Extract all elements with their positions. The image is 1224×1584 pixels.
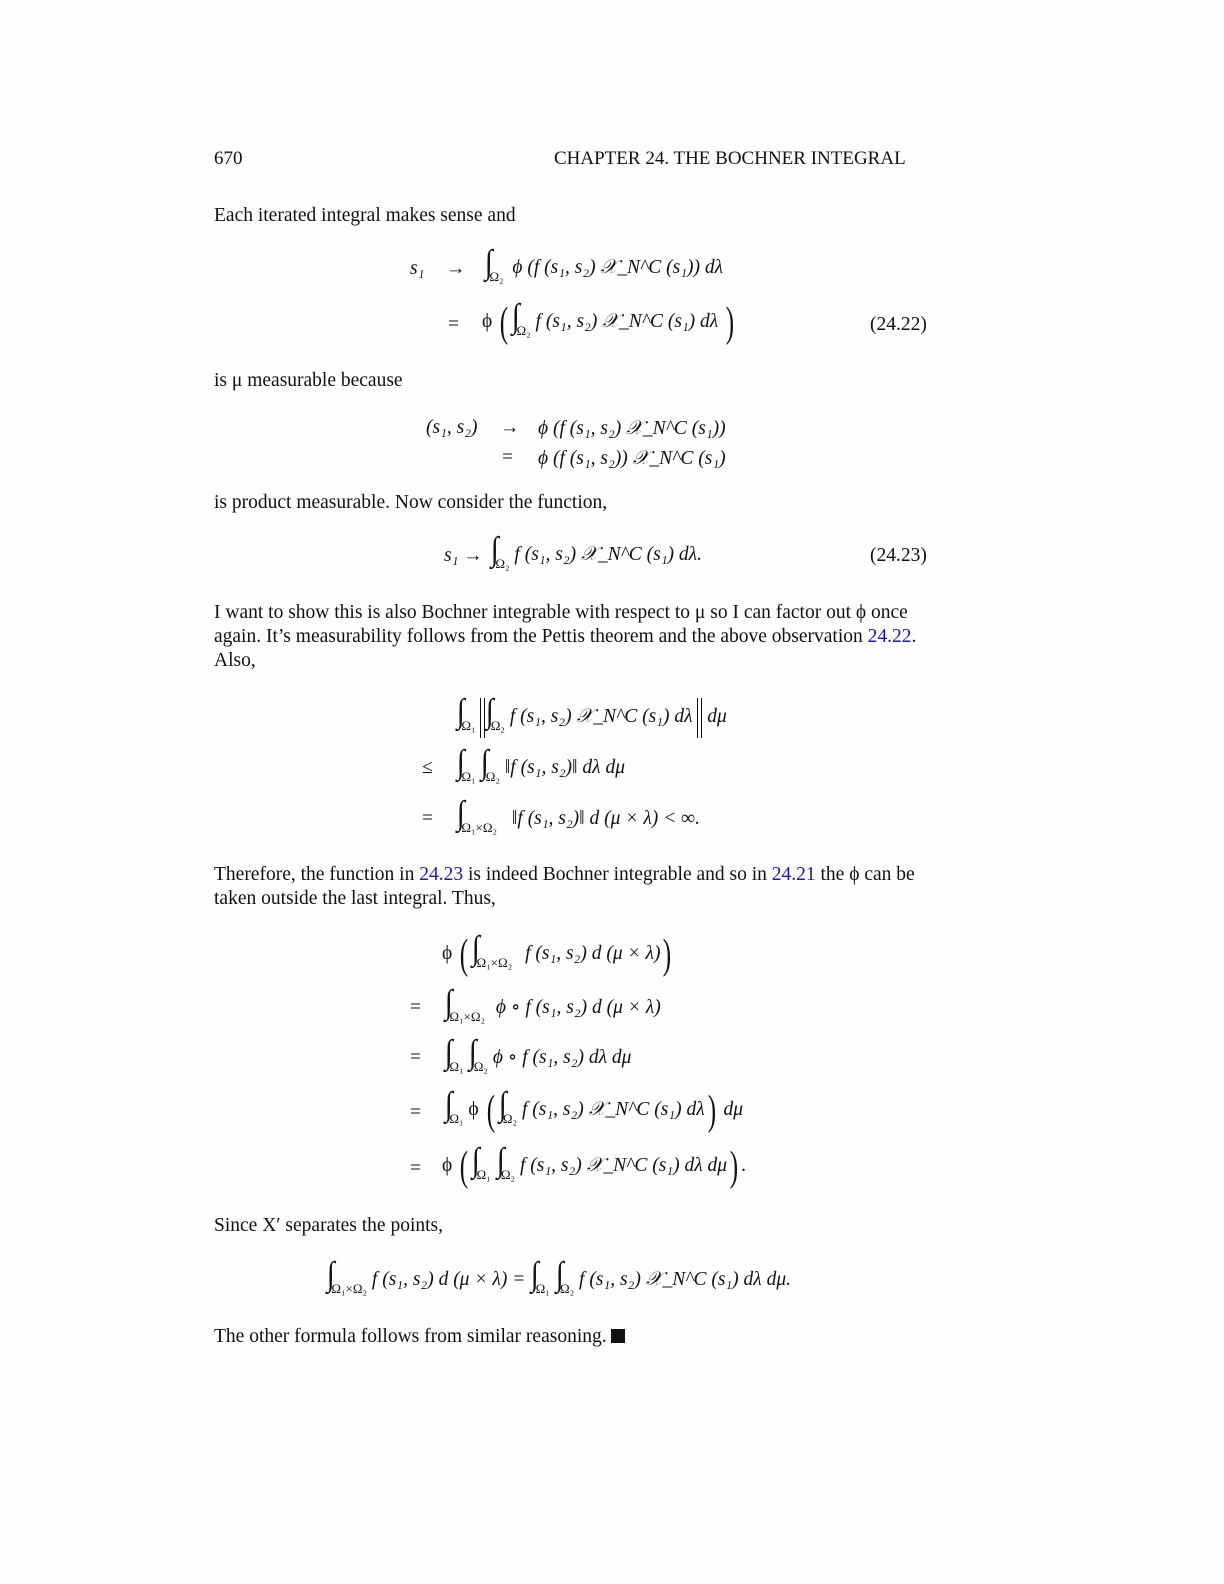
equation-row [482,298,737,346]
equation-expression: f (s₁, s₂) 𝒳_N^C (s₁) dλ dμ. [579,1269,792,1290]
equation-expression: dμ [707,706,727,727]
integral-sign: ∫ [456,744,465,781]
equation-expression: f (s₁, s₂) 𝒳_N^C (s₁) dλ [535,311,719,332]
paragraph: Each iterated integral makes sense and [214,205,516,226]
equation-expression: ϕ ∘ f (s₁, s₂) d (μ × λ) [495,997,661,1018]
equation-number: (24.23) [870,545,927,566]
integral-domain: Ω₂ [473,1059,488,1074]
left-paren: ( [459,931,469,978]
eq-relation: = [410,1047,421,1068]
equation-expression: f (s₁, s₂) 𝒳_N^C (s₁) dλ [509,706,693,727]
norm-bar [697,698,702,738]
page-number: 670 [214,148,243,169]
phi-symbol: ϕ [442,1155,453,1176]
equation-expression: ϕ ∘ f (s₁, s₂) dλ dμ [492,1047,632,1068]
equation-expression: f (s₁, s₂) d (μ × λ) [525,943,661,964]
right-paren: ) [707,1087,716,1134]
phi-symbol: ϕ [482,311,493,332]
eq-lhs: (s₁, s₂) [426,417,478,438]
paragraph-line: I want to show this is also Bochner integrable with respect to μ so I can factor out ϕ once [214,602,908,623]
integral-sign: ∫ [456,693,465,730]
integral-domain: Ω₂ [490,718,505,733]
eq-relation: = [410,997,421,1018]
integral-sign: ∫ [486,693,495,730]
equation-expression: ϕ (f (s₁, s₂) 𝒳_N^C (s₁)) [538,418,726,439]
equation-row [484,244,724,284]
text: . [911,626,917,647]
paragraph-line: taken outside the last integral. Thus, [214,888,496,909]
text: The other formula follows from similar reasoning. [214,1326,607,1347]
equation-row [444,1034,632,1074]
integral-domain: Ω₁×Ω₂ [461,820,498,835]
integral-sign: ∫ [498,1086,507,1123]
integral-domain: Ω₂ [502,1111,518,1126]
right-paren: ) [729,1143,739,1190]
text: again. It’s measurability follows from the Pettis theorem and the above observation [214,626,868,647]
equation-row [456,695,727,738]
paragraph: is product measurable. Now consider the function, [214,492,608,513]
equation-expression: ϕ (f (s₁, s₂)) 𝒳_N^C (s₁) [538,448,726,469]
integral-domain: Ω₂ [559,1281,575,1296]
eq-relation: = [410,1102,421,1123]
equation-row [456,795,700,835]
eq-relation: → [446,258,466,279]
right-paren: ) [725,299,735,346]
integral-sign: ∫ [444,1034,453,1071]
equation-link-24-23[interactable]: 24.23 [419,864,464,885]
text: is indeed Bochner integrable and so in [463,864,772,885]
norm-bar [480,698,485,738]
equation-row [444,984,661,1024]
eq-relation: → [500,417,520,438]
paragraph-line [214,863,915,887]
integral-domain: Ω₂ [485,769,500,784]
equation-expression: f (s₁, s₂) 𝒳_N^C (s₁) dλ [521,1099,705,1120]
integral-sign: ∫ [496,1142,505,1179]
eq-relation: = [502,447,513,468]
integral-sign: ∫ [471,1142,480,1179]
running-header: CHAPTER 24. THE BOCHNER INTEGRAL [554,148,906,169]
integral-domain: Ω₁ [449,1059,464,1074]
integral-domain: Ω₁×Ω₂ [476,955,513,970]
integral-domain: Ω₂ [500,1167,516,1182]
equation-expression: f (s₁, s₂) 𝒳_N^C (s₁) dλ dμ [519,1155,728,1176]
left-paren: ( [499,299,509,346]
equation-expression: ϕ (f (s₁, s₂) 𝒳_N^C (s₁)) dλ [512,257,724,278]
equation-expression: . [741,1155,746,1176]
equation-number: (24.22) [870,314,927,335]
eq-relation: = [422,808,433,829]
integral-domain: Ω₂ [495,556,510,571]
equation-row [442,930,674,978]
integral-domain: Ω₂ [516,323,531,338]
phi-symbol: ϕ [468,1099,479,1120]
paragraph-line: Also, [214,650,256,671]
paragraph [214,1325,625,1349]
equation-link-24-21[interactable]: 24.21 [771,864,816,885]
equation-link-24-22[interactable]: 24.22 [867,626,912,647]
equation-expression: dμ [723,1099,744,1120]
text: Therefore, the function in [214,864,420,885]
paragraph: is μ measurable because [214,370,403,391]
integral-sign: ∫ [456,795,465,832]
integral-sign: ∫ [481,744,490,781]
integral-sign: ∫ [469,1034,478,1071]
equation-row [442,1142,746,1190]
integral-domain: Ω₁ [461,718,476,733]
left-paren: ( [486,1087,495,1134]
equation-expression: ‖f (s₁, s₂)‖ d (μ × λ) < ∞. [511,808,700,829]
integral-domain: Ω₁ [476,1167,491,1182]
eq-relation: = [448,314,459,335]
equation-row [326,1256,792,1296]
integral-domain: Ω₁ [449,1111,464,1126]
integral-sign: ∫ [444,1086,453,1123]
integral-domain: Ω₁×Ω₂ [331,1281,368,1296]
integral-sign: ∫ [484,244,493,281]
equation-row [456,744,626,784]
phi-symbol: ϕ [442,943,453,964]
eq-relation: = [410,1158,421,1179]
integral-sign: ∫ [490,531,499,568]
integral-sign: ∫ [444,984,453,1021]
right-paren: ) [663,931,672,978]
integral-domain: Ω₁ [461,769,476,784]
equation-row [490,531,702,571]
equation-row [444,1086,744,1134]
eq-relation: ≤ [422,757,433,778]
qed-square-icon [611,1329,625,1343]
integral-domain: Ω₁×Ω₂ [449,1009,486,1024]
eq-lhs: s₁ [410,258,425,279]
text: the ϕ can be [815,864,915,885]
eq-lhs: s₁ → [444,545,483,566]
integral-sign: ∫ [555,1256,564,1293]
paragraph-line [214,625,916,649]
integral-domain: Ω₁ [535,1281,550,1296]
integral-sign: ∫ [326,1256,335,1293]
left-paren: ( [459,1143,469,1190]
equation-expression: ‖f (s₁, s₂)‖ dλ dμ [504,757,626,778]
paragraph: Since X′ separates the points, [214,1215,444,1236]
integral-sign: ∫ [471,930,480,967]
equation-expression: f (s₁, s₂) d (μ × λ) = [371,1269,526,1290]
integral-domain: Ω₂ [489,269,504,284]
equation-expression: f (s₁, s₂) 𝒳_N^C (s₁) dλ. [514,544,702,565]
integral-sign: ∫ [511,298,520,335]
integral-sign: ∫ [530,1256,539,1293]
